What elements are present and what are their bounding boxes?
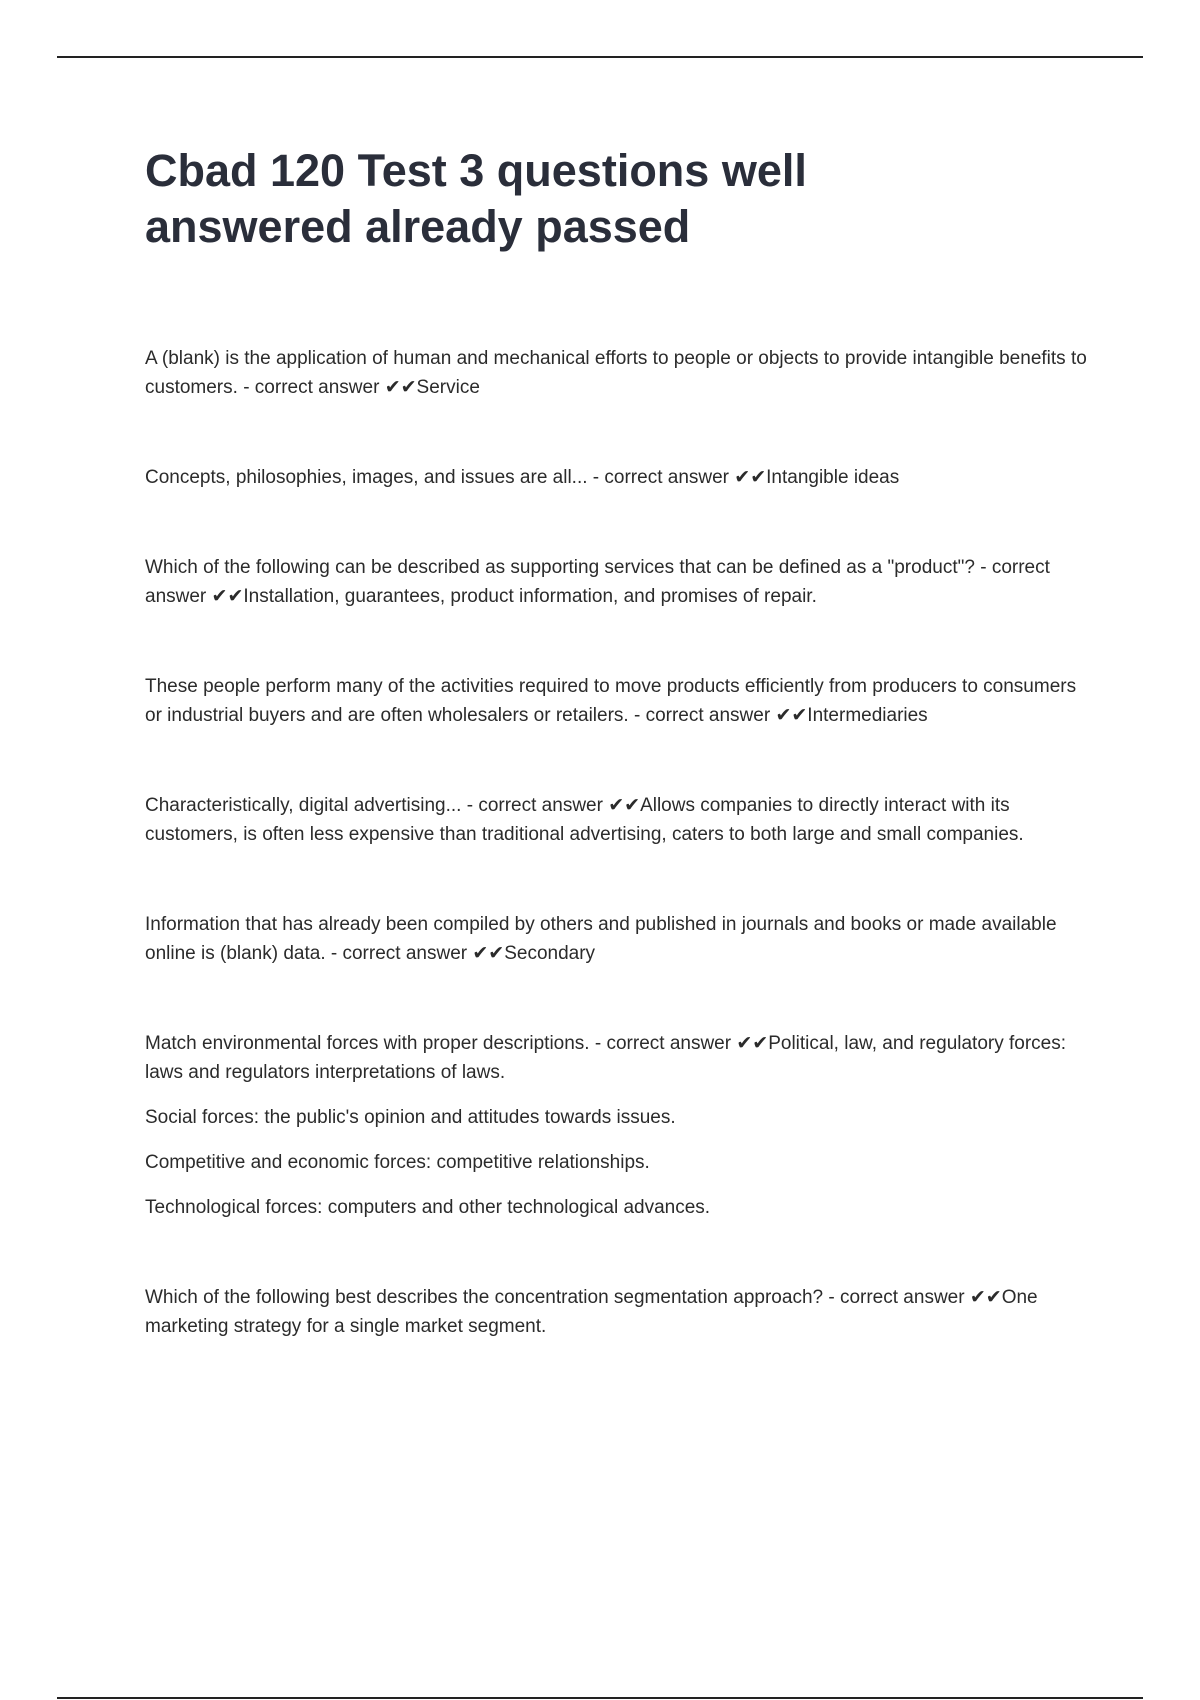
question-text: Characteristically, digital advertising... [145,795,462,816]
answer-text: One marketing strategy for a single market segment. [145,1287,1038,1337]
check-icon: ✔✔ [472,943,505,964]
answer-separator: - correct answer [589,1033,737,1054]
question-text: These people perform many of the activities required to move products efficiently from producers to consumers or industrial buyers and are often wholesalers or retailers. [145,676,1077,726]
qa-item-8 [145,1283,1090,1341]
answer-separator: - correct answer [145,557,1050,607]
answer-separator: - correct answer [325,943,473,964]
qa-list [145,344,1090,1341]
check-icon: ✔✔ [608,795,641,816]
answer-continuation-line: Technological forces: computers and other technological advances. [145,1197,711,1218]
qa-item-2 [145,463,1090,492]
top-rule [57,56,1143,58]
answer-text: Service [416,377,480,398]
answer-text: Installation, guarantees, product information, and promises of repair. [243,586,817,607]
check-icon: ✔✔ [775,705,808,726]
check-icon: ✔✔ [736,1033,769,1054]
answer-text: Allows companies to directly interact with its customers, is often less expensive than traditional advertising, caters to both large and small companies. [145,795,1024,845]
qa-item-6 [145,910,1090,968]
check-icon: ✔✔ [969,1287,1002,1308]
qa-item-5 [145,791,1090,849]
qa-item-4 [145,672,1090,730]
question-text: Concepts, philosophies, images, and issues are all... [145,467,588,488]
qa-item-7 [145,1029,1090,1087]
answer-separator: - correct answer [237,377,385,398]
question-text: A (blank) is the application of human and mechanical efforts to people or objects to provide intangible benefits to customers. [145,348,1087,398]
question-text: Match environmental forces with proper descriptions. [145,1033,590,1054]
page-title: Cbad 120 Test 3 questions well answered already passed [145,145,807,252]
answer-text: Intangible ideas [766,467,900,488]
qa-item-1 [145,344,1090,402]
question-text: Information that has already been compiled by others and published in journals and books or made available online is (blank) data. [145,914,1057,964]
answer-separator: - correct answer [587,467,735,488]
bottom-rule [57,1697,1143,1699]
answer-continuation-line: Competitive and economic forces: competitive relationships. [145,1152,650,1173]
qa-item-3 [145,553,1090,611]
answer-separator: - correct answer [628,705,776,726]
answer-text: Intermediaries [807,705,928,726]
check-icon: ✔✔ [211,586,244,607]
question-text: Which of the following can be described as supporting services that can be defined as a "product"? [145,557,975,578]
answer-separator: - correct answer [823,1287,970,1308]
answer-text: Political, law, and regulatory forces: laws and regulators interpretations of laws. [145,1033,1067,1083]
answer-separator: - correct answer [461,795,609,816]
check-icon: ✔✔ [384,377,417,398]
answer-continuation-line: Social forces: the public's opinion and attitudes towards issues. [145,1107,676,1128]
question-text: Which of the following best describes the concentration segmentation approach? [145,1287,824,1308]
check-icon: ✔✔ [734,467,767,488]
answer-text: Secondary [504,943,596,964]
